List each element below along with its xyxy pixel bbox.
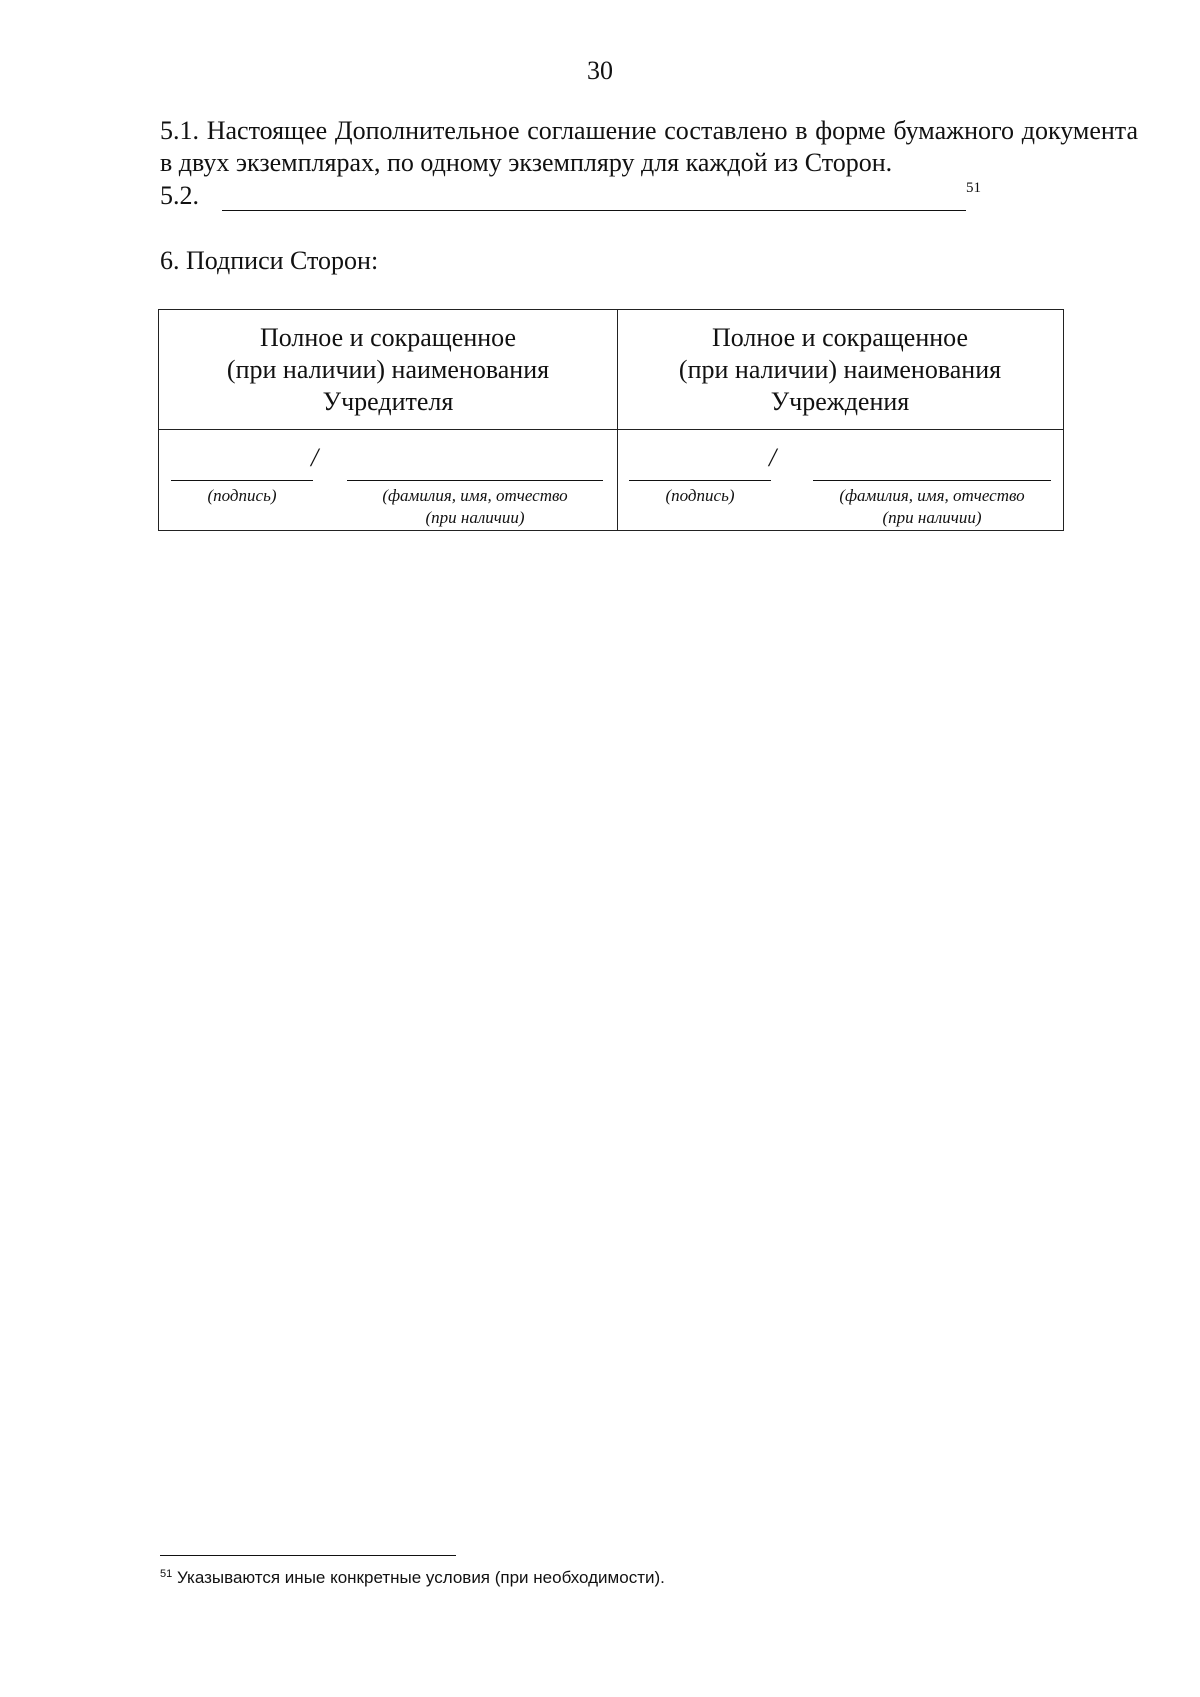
- footnote: [160, 1568, 665, 1588]
- institution-signature-caption: (подпись): [665, 486, 735, 505]
- institution-signature-cell: [617, 429, 1063, 529]
- footnote-mark: 51: [160, 1568, 173, 1580]
- founder-header-line-3: Учредителя: [322, 387, 454, 416]
- founder-signature-cell: [159, 429, 617, 529]
- paragraph-5-2-blank-line: [222, 210, 966, 211]
- institution-name-header: [617, 322, 1063, 418]
- institution-name-caption: [813, 485, 1051, 529]
- footnote-separator: [160, 1555, 456, 1556]
- institution-slash: /: [769, 443, 777, 472]
- institution-header-line-2: (при наличии) наименования: [678, 355, 1002, 384]
- paragraph-5-1: 5.1. Настоящее Дополнительное соглашение составлено в форме бумажного документа в двух экземплярах, по одному экземпляру для каждой из Сторон.: [160, 116, 1138, 177]
- founder-header-line-2: (при наличии) наименования: [226, 355, 550, 384]
- founder-header-line-1: Полное и сокращенное: [259, 323, 517, 352]
- signature-table: [158, 309, 1064, 531]
- founder-full-name-line[interactable]: [347, 480, 603, 481]
- institution-name-caption-line-2: (при наличии): [882, 508, 982, 527]
- footnote-reference: 51: [966, 180, 981, 196]
- footnote-text: Указываются иные конкретные условия (при необходимости).: [176, 1568, 665, 1587]
- page-number: 30: [587, 56, 613, 85]
- founder-slash: /: [311, 443, 319, 472]
- paragraph-5-2-label: 5.2.: [160, 181, 199, 210]
- institution-full-name-line[interactable]: [813, 480, 1051, 481]
- institution-header-line-3: Учреждения: [770, 387, 910, 416]
- institution-signature-line[interactable]: [629, 480, 771, 481]
- institution-name-caption-line-1: (фамилия, имя, отчество: [839, 486, 1025, 505]
- founder-signature-caption: (подпись): [207, 486, 277, 505]
- founder-name-caption: [347, 485, 603, 529]
- founder-name-caption-line-2: (при наличии): [425, 508, 525, 527]
- founder-name-header: [159, 322, 617, 418]
- section-6-title: 6. Подписи Сторон:: [160, 246, 379, 275]
- founder-signature-line[interactable]: [171, 480, 313, 481]
- founder-name-caption-line-1: (фамилия, имя, отчество: [382, 486, 568, 505]
- institution-header-line-1: Полное и сокращенное: [711, 323, 969, 352]
